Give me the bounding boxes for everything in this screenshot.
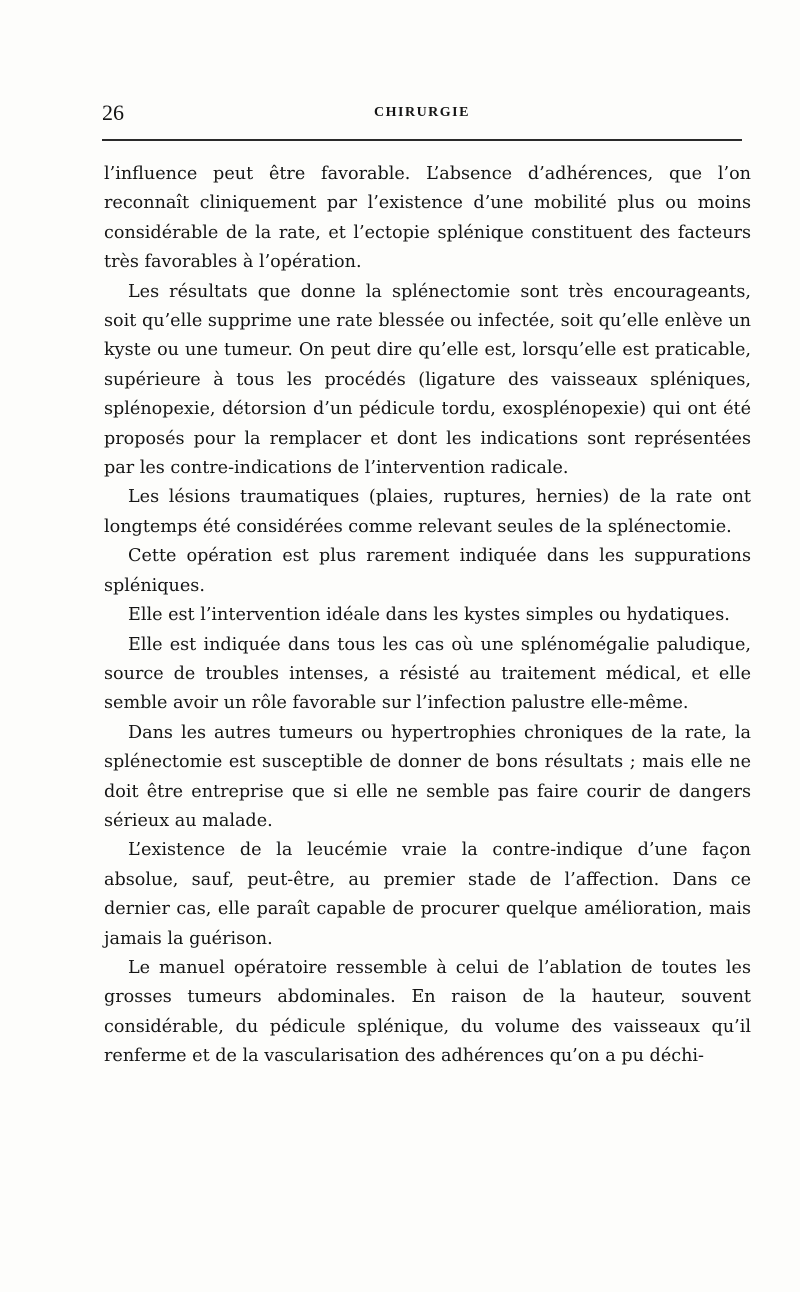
paragraph-8: L’existence de la leucémie vraie la contre-indique d’une façon absolue, sauf, peut-être, au premier stade de l’affection. Dans ce dernier cas, elle paraît capable de procurer quelque amélioration, mais jamais la guérison.	[104, 840, 751, 949]
paragraph-1: l’influence peut être favorable. L’absence d’adhérences, que l’on reconnaît cliniquement par l’existence d’une mobilité plus ou moins considérable de la rate, et l’ectopie splénique constituent des facteurs très favorables à l’opération.	[104, 164, 751, 273]
paragraph-6: Elle est indiquée dans tous les cas où une splénomégalie paludique, source de troubles intenses, a résisté au traitement médical, et elle semble avoir un rôle favorable sur l’infection palustre elle-même.	[104, 634, 751, 714]
section-title: CHIRURGIE	[374, 105, 470, 120]
paragraph-5: Elle est l’intervention idéale dans les kystes simples ou hydatiques.	[128, 605, 730, 626]
paragraph-7: Dans les autres tumeurs ou hypertrophies chroniques de la rate, la splénectomie est susceptible de donner de bons résultats ; mais elle ne doit être entreprise que si elle ne semble pas faire courir de dangers sérieux au malade.	[104, 722, 751, 831]
running-head	[102, 98, 742, 128]
paragraph-3: Les lésions traumatiques (plaies, ruptures, hernies) de la rate ont longtemps été considérées comme relevant seules de la splénectomie.	[104, 487, 751, 537]
header-rule	[102, 139, 742, 141]
body-text	[104, 160, 751, 1072]
paragraph-9: Le manuel opératoire ressemble à celui de l’ablation de toutes les grosses tumeurs abdominales. En raison de la hauteur, souvent considérable, du pédicule splénique, du volume des vaisseaux qu’il renferme et de la vascularisation des adhérences qu’on a pu déchi-	[104, 957, 751, 1067]
page-number: 26	[102, 100, 124, 125]
paragraph-2: Les résultats que donne la splénectomie sont très encourageants, soit qu’elle supprime une rate blessée ou infectée, soit qu’elle enlève un kyste ou une tumeur. On peut dire qu’elle est, lorsqu’elle est praticable, supérieure à tous les procédés (ligature des vaisseaux spléniques, splénopexie, détorsion d’un pédicule tordu, exosplénopexie) qui ont été proposés pour la remplacer et dont les indications sont représentées par les contre-indications de l’intervention radicale.	[104, 281, 751, 479]
paragraph-4: Cette opération est plus rarement indiquée dans les suppurations spléniques.	[104, 546, 751, 596]
